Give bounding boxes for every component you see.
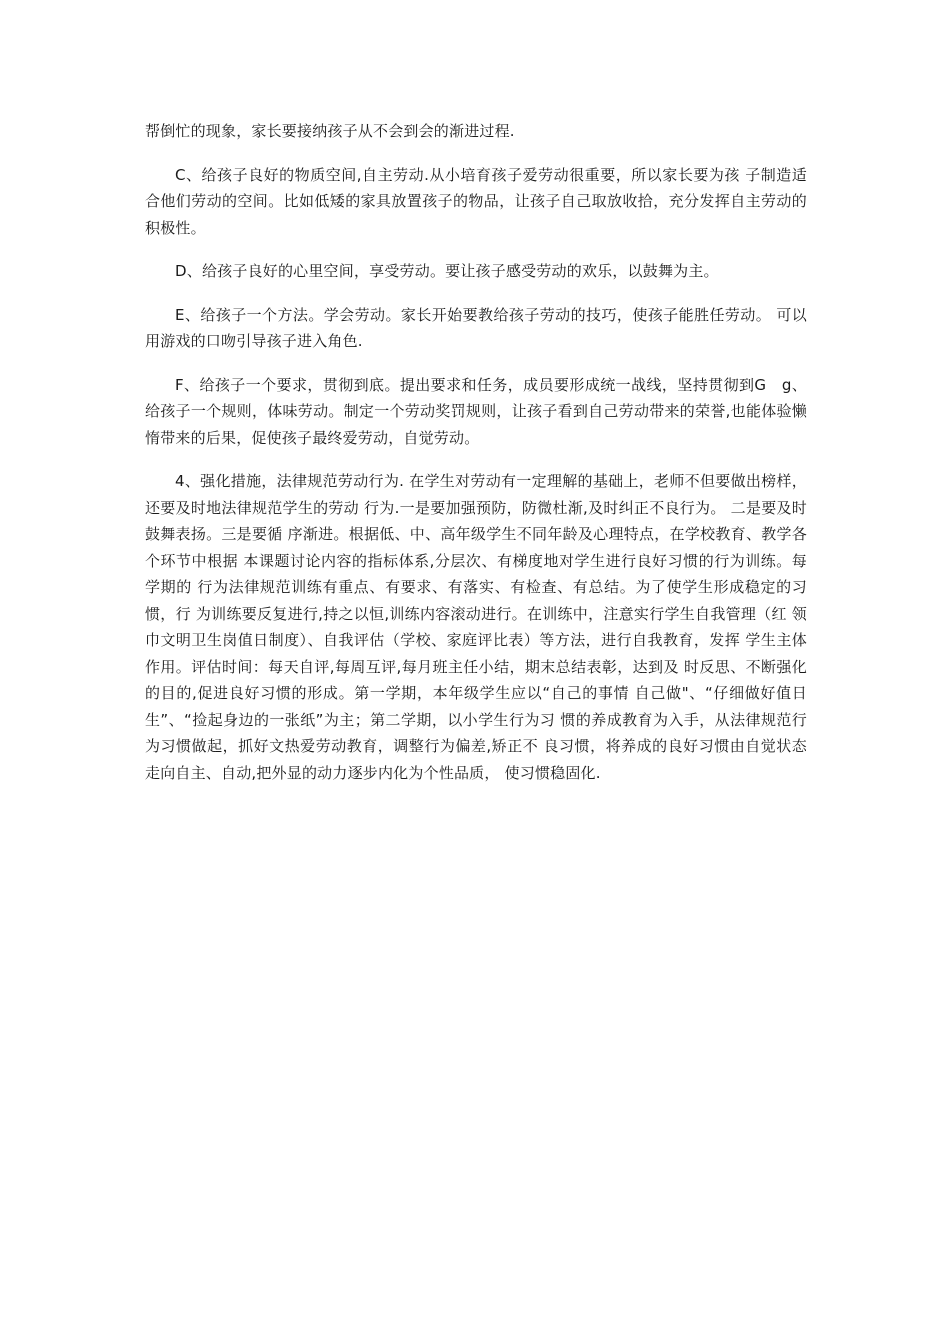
document-body bbox=[145, 118, 807, 803]
paragraph-f-requirement: F、给孩子一个要求，贯彻到底。提出要求和任务，成员要形成统一战线，坚持贯彻到G g、给孩子一个规则，体味劳动。制定一个劳动奖罚规则，让孩子看到自己劳动带来的荣誉,也能体验懒惰带来的后果，促使孩子最终爱劳动，自觉劳动。 bbox=[145, 375, 807, 447]
paragraph-d-mental-space: D、给孩子良好的心里空间，享受劳动。要让孩子感受劳动的欢乐，以鼓舞为主。 bbox=[175, 262, 719, 280]
paragraph-4-measures: 4、强化措施，法律规范劳动行为. 在学生对劳动有一定理解的基础上，老师不但要做出榜样，还要及时地法律规范学生的劳动 行为.一是要加强预防，防微杜渐,及时纠正不良行为。 二是要及时鼓舞表扬。三是要循 序渐进。根据低、中、高年级学生不同年龄及心理特点，在学校教育、教学各个环节中根据 本课题讨论内容的指标体系,分层次、有梯度地对学生进行良好习惯的行为训练。每学期的 行为法律规范训练有重点、有要求、有落实、有检查、有总结。为了使学生形成稳定的习惯，行 为训练要反复进行,持之以恒,训练内容滚动进行。在训练中，注意实行学生自我管理（红 领巾文明卫生岗值日制度）、自我评估（学校、家庭评比表）等方法，进行自我教育，发挥 学生主体作用。评估时间：每天自评,每周互评,每月班主任小结，期末总结表彰，达到及 时反思、不断强化的目的,促进良好习惯的形成。第一学期，本年级学生应以“自己的事情 自己做"、“仔细做好值日生”、“捡起身边的一张纸”为主；第二学期，以小学生行为习 惯的养成教育为入手，从法律规范行为习惯做起，抓好文热爱劳动教育，调整行为偏差,矫正不 良习惯，将养成的良好习惯由自觉状态走向自主、自动,把外显的动力逐步内化为个性品质， 使习惯稳固化. bbox=[145, 472, 807, 782]
paragraph-c-material-space: C、给孩子良好的物质空间,自主劳动.从小培育孩子爱劳动很重要，所以家长要为孩 子制造适合他们劳动的空间。比如低矮的家具放置孩子的物品，让孩子自己取放收拾，充分发挥自主劳动的积极性。 bbox=[145, 165, 807, 237]
paragraph-continuation: 帮倒忙的现象，家长要接纳孩子从不会到会的渐进过程. bbox=[145, 122, 515, 140]
paragraph-e-method: E、给孩子一个方法。学会劳动。家长开始要教给孩子劳动的技巧，使孩子能胜任劳动。 可以用游戏的口吻引导孩子进入角色. bbox=[145, 305, 807, 350]
